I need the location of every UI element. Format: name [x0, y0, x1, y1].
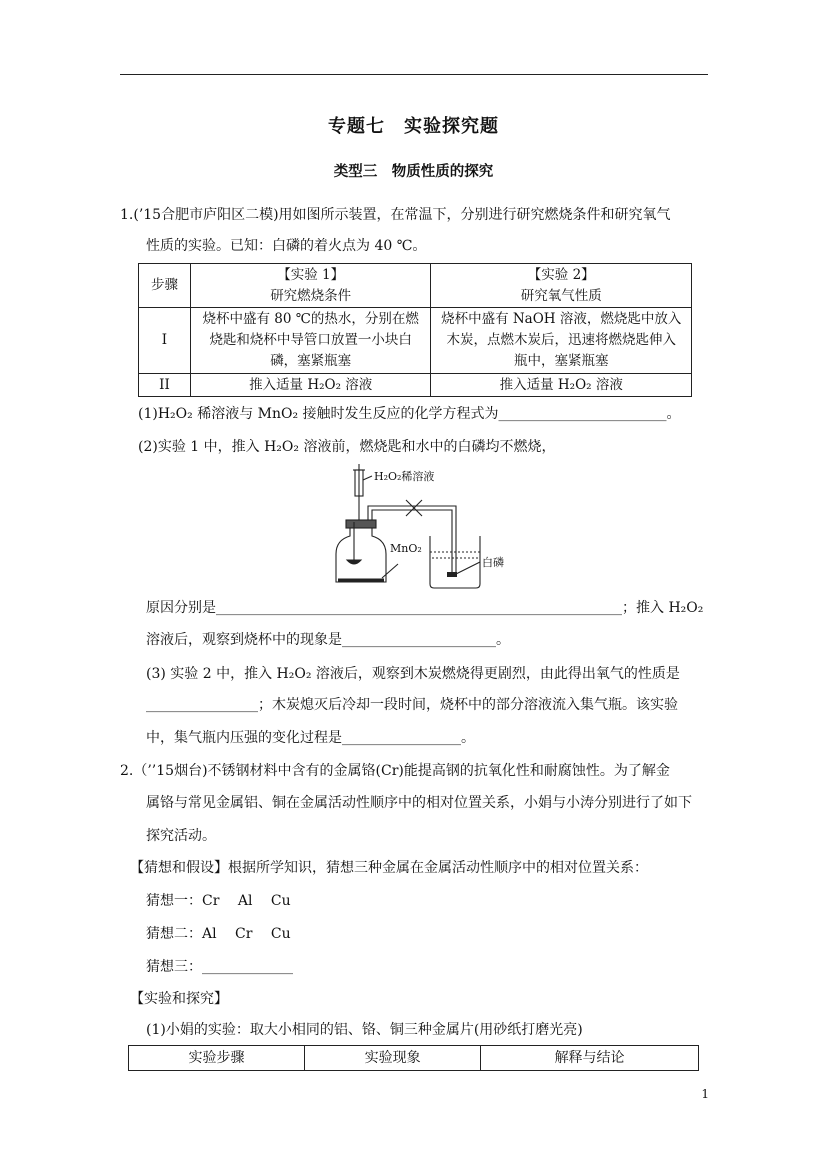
- q2-intro-line1: 2.（’’15烟台)不锈钢材料中含有的金属铬(Cr)能提高钢的抗氧化性和耐腐蚀性。为了解金: [120, 763, 670, 779]
- q2-experiment1: (1)小娟的实验：取大小相同的铝、铬、铜三种金属片(用砂纸打磨光亮): [146, 1022, 583, 1038]
- row1-exp2-line2: 木炭，点燃木炭后，迅速将燃烧匙伸入: [446, 332, 676, 348]
- row1-step: I: [139, 308, 191, 374]
- table-header-exp2: [431, 264, 692, 308]
- section-subtitle: 类型三 物质性质的探究: [333, 163, 494, 180]
- q1-part2-reason: 原因分别是__________________________________________________________；推入 H₂O₂: [146, 600, 704, 616]
- q2-intro-line3: 探究活动。: [146, 828, 216, 844]
- row2-step: II: [139, 374, 191, 397]
- header-phenomena: 实验现象: [305, 1046, 481, 1071]
- page-title: 专题七 实验探究题: [328, 116, 499, 137]
- q2-guess3: 猜想三：_____________: [146, 959, 293, 975]
- beaker: [430, 536, 480, 588]
- q2-guess2: 猜想二：Al Cr Cu: [146, 926, 291, 942]
- table-header-exp1: [190, 264, 431, 308]
- clamp: [406, 500, 422, 508]
- page-number: 1: [701, 1087, 709, 1101]
- q2-intro-line2: 属铬与常见金属铝、铜在金属活动性顺序中的相对位置关系，小娟与小涛分别进行了如下: [146, 795, 692, 811]
- q1-part2: (2)实验 1 中，推入 H₂O₂ 溶液前，燃烧匙和水中的白磷均不燃烧，: [138, 439, 556, 455]
- row1-exp1-line3: 磷，塞紧瓶塞: [270, 353, 352, 369]
- q2-guess1: 猜想一：Cr Al Cu: [146, 893, 291, 909]
- white-phosphorus: [447, 572, 457, 577]
- exp1-subtitle: 研究燃烧条件: [270, 287, 352, 304]
- gas-bottle: [336, 528, 386, 582]
- q2-experiment-heading: 【实验和探究】: [130, 991, 228, 1007]
- q1-part3-line1: (3) 实验 2 中，推入 H₂O₂ 溶液后，观察到木炭燃烧得更剧烈，由此得出氧气的性质是: [146, 666, 680, 682]
- row2-exp2-cell: 推入适量 H₂O₂ 溶液: [431, 374, 692, 397]
- row1-exp1-line2: 烧匙和烧杯中导管口放置一小块白: [209, 332, 412, 348]
- row1-exp2-line3: 瓶中，塞紧瓶塞: [513, 353, 609, 369]
- result-table: [128, 1045, 699, 1071]
- apparatus-diagram: [330, 462, 520, 592]
- q1-part3-line2: ________________；木炭熄灭后冷却一段时间，烧杯中的部分溶液流入集气瓶。该实验: [146, 697, 678, 713]
- row1-exp2-cell: [431, 308, 692, 374]
- experiment-table: [138, 263, 692, 397]
- exp2-subtitle: 研究氧气性质: [520, 287, 602, 304]
- label-h2o2: H₂O₂稀溶液: [374, 470, 435, 483]
- q1-part3-line3: 中，集气瓶内压强的变化过程是_________________。: [146, 730, 475, 746]
- q1-part2-observe: 溶液后，观察到烧杯中的现象是______________________。: [146, 632, 510, 648]
- header-rule: [120, 74, 708, 75]
- label-phosphorus: 白磷: [482, 556, 504, 569]
- exp1-title: 【实验 1】: [277, 266, 345, 283]
- row2-exp1-cell: 推入适量 H₂O₂ 溶液: [190, 374, 431, 397]
- table-header-step: 步骤: [139, 264, 191, 308]
- row1-exp2-line1: 烧杯中盛有 NaOH 溶液，燃烧匙中放入: [441, 311, 682, 327]
- header-conclusion: 解释与结论: [481, 1046, 699, 1071]
- exp2-title: 【实验 2】: [527, 266, 595, 283]
- apparatus-figure: [330, 462, 520, 592]
- header-steps: 实验步骤: [129, 1046, 305, 1071]
- q2-hypothesis: 【猜想和假设】根据所学知识，猜想三种金属在金属活动性顺序中的相对位置关系：: [130, 860, 648, 876]
- row1-exp1-cell: [190, 308, 431, 374]
- stopper: [346, 520, 376, 528]
- q1-intro-line1: 1.(’15合肥市庐阳区二模)用如图所示装置，在常温下，分别进行研究燃烧条件和研究氧气: [120, 207, 671, 223]
- label-mno2: MnO₂: [390, 542, 422, 555]
- row1-exp1-line1: 烧杯中盛有 80 ℃的热水，分别在燃: [202, 311, 419, 327]
- q1-part1: (1)H₂O₂ 稀溶液与 MnO₂ 接触时发生反应的化学方程式为________________________。: [138, 406, 681, 422]
- q1-intro-line2: 性质的实验。已知：白磷的着火点为 40 ℃。: [146, 238, 427, 254]
